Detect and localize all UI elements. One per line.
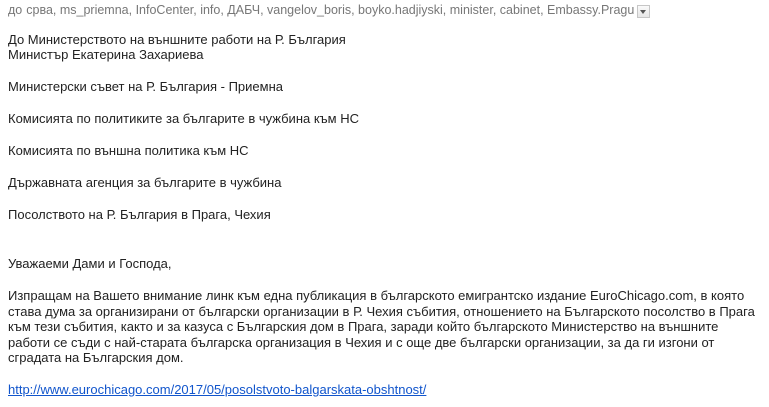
addressee-line: До Министерството на външните работи на Р. България [8, 32, 346, 47]
addressee-line: Министерски съвет на Р. България - Приемна [8, 79, 283, 94]
greeting: Уважаеми Дами и Господа, [8, 256, 172, 271]
addressee-line: Комисията по политиките за българите в чужбина към НС [8, 111, 359, 126]
show-details-button[interactable] [637, 5, 650, 18]
recipients-row [8, 1, 650, 19]
addressee-line: Посолството на Р. България в Прага, Чехия [8, 207, 271, 222]
addressee-line: Министър Екатерина Захариева [8, 47, 204, 62]
message-paragraph: Изпращам на Вашето внимание линк към една публикация в българското емигрантско издание EuroChicago.com, в която става дума за организирани от български организации в Р. Чехия събития, отношението на Българското посолство в Прага към тези събития, както и за казуса с Българския дом в Прага, заради който българското Министерство на външните работи се съди с най-старата българска организация в Чехия и с още две български организации, за да ги изгони от сградата на Българския дом. [8, 288, 755, 365]
message-body [8, 32, 758, 397]
article-link[interactable]: http://www.eurochicago.com/2017/05/posolstvoto-balgarskata-obshtnost/ [8, 381, 427, 397]
addressee-line: Комисията по външна политика към НС [8, 143, 249, 158]
addressee-line: Държавната агенция за българите в чужбина [8, 175, 282, 190]
recipients-prefix: до [8, 3, 23, 17]
recipients-list: срва, ms_priemna, InfoCenter, info, ДАБЧ, vangelov_boris, boyko.hadjiyski, minister, cabinet, Embassy.Pragu [26, 3, 635, 17]
chevron-down-icon [640, 10, 646, 14]
